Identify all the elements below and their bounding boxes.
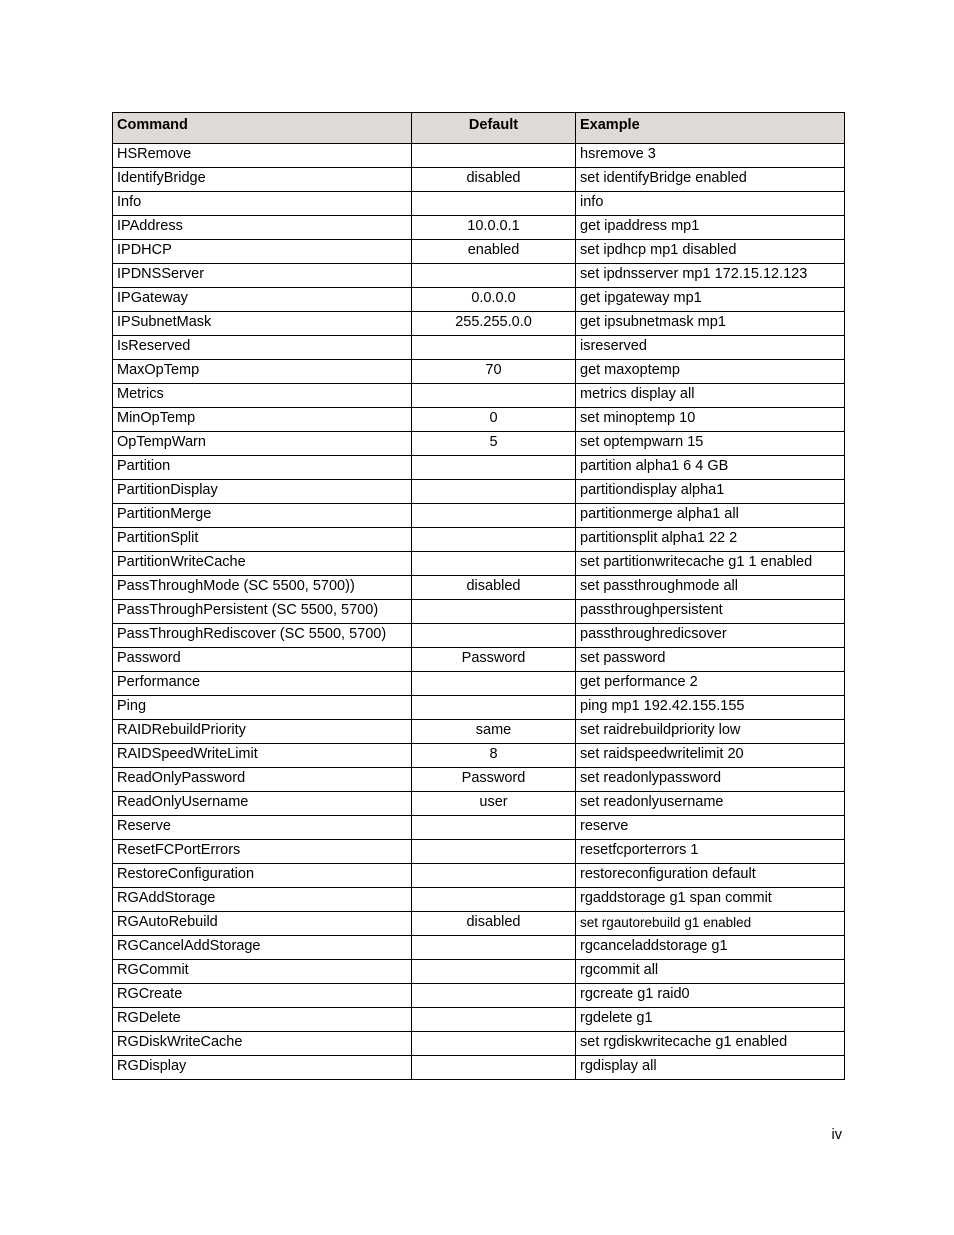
cell-command: RGDelete [113,1008,412,1032]
table-row [113,504,845,528]
cell-example: partitionsplit alpha1 22 2 [576,528,845,552]
cell-default: 5 [412,432,576,456]
cell-example: set passthroughmode all [576,576,845,600]
cell-command: IPSubnetMask [113,312,412,336]
cell-example: restoreconfiguration default [576,864,845,888]
table-row [113,480,845,504]
cell-command: RGCreate [113,984,412,1008]
cell-example: rgcreate g1 raid0 [576,984,845,1008]
cell-command: PartitionWriteCache [113,552,412,576]
cell-default [412,480,576,504]
table-row [113,672,845,696]
cell-default [412,456,576,480]
table-row [113,816,845,840]
cell-example: hsremove 3 [576,144,845,168]
cell-default [412,1056,576,1080]
cell-command: PartitionMerge [113,504,412,528]
table-row [113,840,845,864]
cell-example: resetfcporterrors 1 [576,840,845,864]
cell-example: set raidrebuildpriority low [576,720,845,744]
cell-default: 70 [412,360,576,384]
cell-example: get ipaddress mp1 [576,216,845,240]
cell-default: disabled [412,168,576,192]
table-row [113,1032,845,1056]
cell-default: 0 [412,408,576,432]
cell-command: PartitionSplit [113,528,412,552]
table-row [113,456,845,480]
cell-example: passthroughpersistent [576,600,845,624]
cell-command: IPAddress [113,216,412,240]
cell-default [412,144,576,168]
cell-default [412,816,576,840]
column-header-example: Example [576,113,845,144]
cell-example: set raidspeedwritelimit 20 [576,744,845,768]
cell-command: Metrics [113,384,412,408]
cell-command: Ping [113,696,412,720]
table-row [113,1056,845,1080]
table-row [113,888,845,912]
cell-example: set optempwarn 15 [576,432,845,456]
table-row [113,984,845,1008]
cell-example: metrics display all [576,384,845,408]
table-row [113,312,845,336]
cell-example: reserve [576,816,845,840]
table-row [113,216,845,240]
cell-example: rgcommit all [576,960,845,984]
cell-default [412,264,576,288]
table-row [113,168,845,192]
table-row [113,912,845,936]
cell-default [412,696,576,720]
table-row [113,336,845,360]
table-row [113,576,845,600]
cell-command: PartitionDisplay [113,480,412,504]
table-body [113,144,845,1080]
cell-command: Reserve [113,816,412,840]
table-row [113,792,845,816]
cell-command: Info [113,192,412,216]
table-row [113,264,845,288]
cell-example: set partitionwritecache g1 1 enabled [576,552,845,576]
cell-default [412,384,576,408]
cell-command: IdentifyBridge [113,168,412,192]
cell-command: Password [113,648,412,672]
cell-default: user [412,792,576,816]
table-row [113,552,845,576]
cell-command: PassThroughPersistent (SC 5500, 5700) [113,600,412,624]
cell-default [412,504,576,528]
cell-example: info [576,192,845,216]
table-row [113,696,845,720]
table-header-row [113,113,845,144]
cell-example: set rgdiskwritecache g1 enabled [576,1032,845,1056]
cell-example: isreserved [576,336,845,360]
table-row [113,1008,845,1032]
table-row [113,744,845,768]
cell-example: set identifyBridge enabled [576,168,845,192]
cell-default [412,1032,576,1056]
cell-command: RAIDSpeedWriteLimit [113,744,412,768]
cell-default [412,600,576,624]
cell-default: Password [412,768,576,792]
cell-example: set ipdhcp mp1 disabled [576,240,845,264]
cell-default: Password [412,648,576,672]
cell-default: enabled [412,240,576,264]
cell-default: 8 [412,744,576,768]
cell-command: ReadOnlyPassword [113,768,412,792]
cell-default: 0.0.0.0 [412,288,576,312]
cell-example: rgcanceladdstorage g1 [576,936,845,960]
cell-example: set password [576,648,845,672]
column-header-default: Default [412,113,576,144]
cell-default [412,1008,576,1032]
cell-default [412,528,576,552]
cell-example: rgdelete g1 [576,1008,845,1032]
cell-default: same [412,720,576,744]
table-row [113,720,845,744]
cell-example: set readonlyusername [576,792,845,816]
table-row [113,960,845,984]
table-row [113,648,845,672]
cell-command: RGCancelAddStorage [113,936,412,960]
cell-default [412,984,576,1008]
cell-example: partitionmerge alpha1 all [576,504,845,528]
cell-example: rgaddstorage g1 span commit [576,888,845,912]
table-row [113,768,845,792]
cell-command: RGAddStorage [113,888,412,912]
cell-example: set minoptemp 10 [576,408,845,432]
cell-command: RGCommit [113,960,412,984]
cell-command: MinOpTemp [113,408,412,432]
cell-example: set ipdnsserver mp1 172.15.12.123 [576,264,845,288]
cell-command: RGDisplay [113,1056,412,1080]
page-number: iv [831,1127,842,1143]
cell-example: get ipsubnetmask mp1 [576,312,845,336]
cell-example: get performance 2 [576,672,845,696]
cell-command: ResetFCPortErrors [113,840,412,864]
cell-command: RGDiskWriteCache [113,1032,412,1056]
cell-command: ReadOnlyUsername [113,792,412,816]
cell-default: 255.255.0.0 [412,312,576,336]
table-row [113,240,845,264]
cell-default: disabled [412,576,576,600]
cell-example: get ipgateway mp1 [576,288,845,312]
table-row [113,144,845,168]
table-row [113,432,845,456]
cell-default [412,336,576,360]
cell-command: OpTempWarn [113,432,412,456]
cell-example: passthroughredicsover [576,624,845,648]
cell-command: RAIDRebuildPriority [113,720,412,744]
cell-default [412,936,576,960]
table-row [113,528,845,552]
cell-default [412,624,576,648]
cell-default [412,840,576,864]
cell-default [412,960,576,984]
column-header-command: Command [113,113,412,144]
table-row [113,360,845,384]
cell-default [412,888,576,912]
cell-command: Performance [113,672,412,696]
cell-example: partition alpha1 6 4 GB [576,456,845,480]
table-row [113,384,845,408]
cell-default [412,864,576,888]
table-row [113,936,845,960]
cell-default [412,552,576,576]
cell-default [412,192,576,216]
cell-example: get maxoptemp [576,360,845,384]
cell-command: IPDNSServer [113,264,412,288]
cell-command: RestoreConfiguration [113,864,412,888]
table-row [113,864,845,888]
cell-command: PassThroughMode (SC 5500, 5700)) [113,576,412,600]
cell-command: IPGateway [113,288,412,312]
table-row [113,288,845,312]
cell-example: set rgautorebuild g1 enabled [576,912,845,936]
table-row [113,192,845,216]
table-row [113,624,845,648]
command-table [112,112,845,1080]
cell-default: 10.0.0.1 [412,216,576,240]
cell-default: disabled [412,912,576,936]
table-row [113,600,845,624]
cell-example: set readonlypassword [576,768,845,792]
cell-example: rgdisplay all [576,1056,845,1080]
cell-command: PassThroughRediscover (SC 5500, 5700) [113,624,412,648]
cell-example: ping mp1 192.42.155.155 [576,696,845,720]
table-row [113,408,845,432]
cell-default [412,672,576,696]
cell-command: IPDHCP [113,240,412,264]
cell-command: IsReserved [113,336,412,360]
cell-command: Partition [113,456,412,480]
cell-command: HSRemove [113,144,412,168]
cell-command: MaxOpTemp [113,360,412,384]
cell-command: RGAutoRebuild [113,912,412,936]
cell-example: partitiondisplay alpha1 [576,480,845,504]
